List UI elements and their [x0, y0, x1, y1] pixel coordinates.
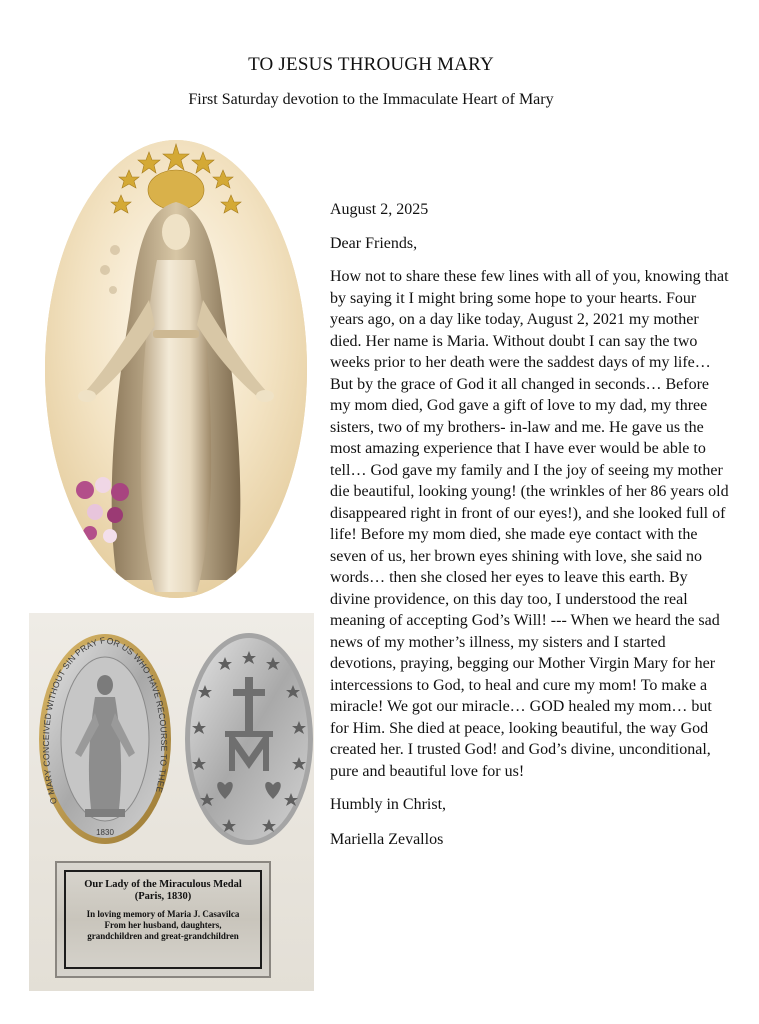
letter-date: August 2, 2025: [330, 201, 429, 218]
plaque-line-2: (Paris, 1830): [134, 891, 192, 902]
plaque-line-5: grandchildren and great-grandchildren: [87, 931, 239, 941]
medal-year: 1830: [96, 828, 114, 837]
plaque-line-3: In loving memory of Maria J. Casavilca: [86, 909, 240, 919]
memorial-plaque: [55, 861, 271, 978]
plaque-line-4: From her husband, daughters,: [104, 920, 222, 930]
plaque-line-1: Our Lady of the Miraculous Medal: [84, 879, 242, 890]
letter-signature: Mariella Zevallos: [330, 830, 444, 848]
page-subtitle: First Saturday devotion to the Immaculate Heart of Mary: [188, 91, 554, 108]
virgin-mary-statue-image: [45, 140, 307, 598]
letter-greeting: Dear Friends,: [330, 234, 418, 252]
svg-text:O MARY CONCEIVED WITHOUT SIN P: [41, 635, 169, 805]
page-title: TO JESUS THROUGH MARY: [248, 54, 494, 75]
medal-inscription: O MARY CONCEIVED WITHOUT SIN PRAY FOR US WHO HAVE RECOURSE TO THEE: [40, 634, 170, 806]
letter-closing: Humbly in Christ,: [330, 796, 447, 813]
miraculous-medal-photo: [29, 613, 314, 991]
letter-body: How not to share these few lines with all of you, knowing that by saying it I might bring some hope to your hearts. Four years ago, on a day like today, August 2, 2021 my mother died. Her name is Maria. Without doubt I can say the two weeks prior to her death were the saddest days of my life… But by the grace of God it all changed in seconds… Before my mom died, God gave a gift of love to my dad, my three sisters, two of my brothers- in-law and me. He gave us the most amazing experience that I have ever would be able to tell… God gave my family and I the joy of seeing my mother die beautiful, looking young! (the wrinkles of her 86 years old disappeared right in front of our eyes!), and she looked full of life! Before my mom died, she made eye contact with the seven of us, her brown eyes shining with love, she said no words… then she closed her eyes to leave this earth. By divine providence, on this day too, I understood the real meaning of accepting God’s Will! --- When we heard the sad news of my mother’s illness, my sisters and I started devotions, praying, begging our Mother Virgin Mary for her intercessions to God, to heal and cure my mom! To make a miracle! We got our miracle… GOD healed my mom… but for Him. She died at peace, looking beautiful, the way God created her. I trusted God! and God’s divine, unconditional, pure and beautiful love for us!: [330, 268, 729, 780]
letter: [330, 199, 730, 850]
